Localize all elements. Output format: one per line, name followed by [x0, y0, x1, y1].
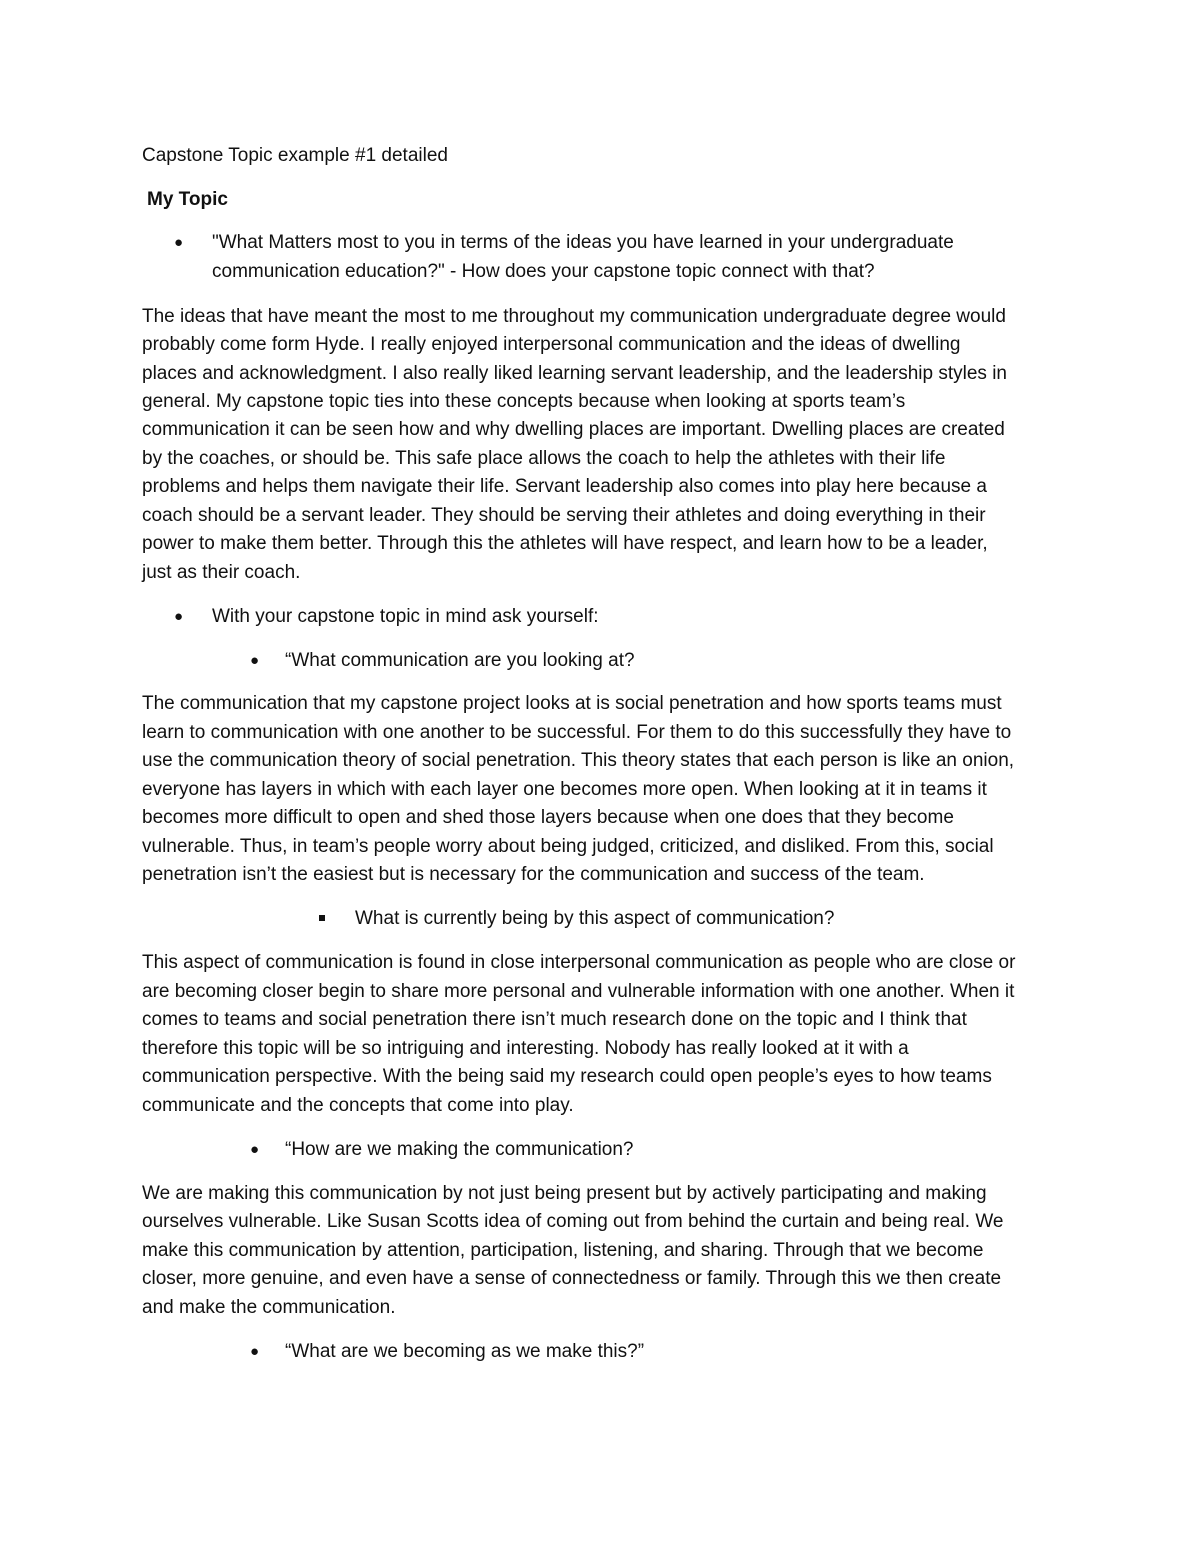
paragraph-line: learn to communication with one another to be successful. For them to do this successfully they have to	[142, 722, 1012, 743]
paragraph-line: everyone has layers in which with each layer one becomes more open. When looking at it in teams it	[142, 779, 987, 800]
paragraph-line: comes to teams and social penetration there isn’t much research done on the topic and I think that	[142, 1009, 967, 1030]
paragraph-line: general. My capstone topic ties into these concepts because when looking at sports team’s	[142, 391, 906, 412]
bullet-line: “How are we making the communication?	[285, 1139, 634, 1160]
square-bullet-icon	[319, 915, 325, 921]
paragraph-line: just as their coach.	[142, 562, 301, 583]
paragraph-line: problems and helps them navigate their life. Servant leadership also comes into play here because a	[142, 476, 987, 497]
document-title: Capstone Topic example #1 detailed	[142, 145, 448, 166]
paragraph-line: coach should be a servant leader. They should be serving their athletes and doing everything in their	[142, 505, 986, 526]
bullet-icon: ●	[250, 652, 260, 669]
paragraph-line: power to make them better. Through this the athletes will have respect, and learn how to be a leader,	[142, 533, 988, 554]
paragraph-line: communicate and the concepts that come into play.	[142, 1095, 574, 1116]
paragraph-line: penetration isn’t the easiest but is necessary for the communication and success of the team.	[142, 864, 925, 885]
paragraph-line: The communication that my capstone project looks at is social penetration and how sports teams must	[142, 693, 1002, 714]
paragraph-line: communication perspective. With the being said my research could open people’s eyes to how teams	[142, 1066, 992, 1087]
paragraph-line: by the coaches, or should be. This safe place allows the coach to help the athletes with their life	[142, 448, 946, 469]
bullet-icon: ●	[174, 234, 184, 251]
bullet-line: With your capstone topic in mind ask yourself:	[212, 606, 599, 627]
section-heading: My Topic	[147, 189, 228, 210]
paragraph-line: becomes more difficult to open and shed those layers because when one does that they become	[142, 807, 954, 828]
paragraph-line: use the communication theory of social penetration. This theory states that each person is like an onion,	[142, 750, 1015, 771]
bullet-line: “What communication are you looking at?	[285, 650, 635, 671]
paragraph-line: This aspect of communication is found in close interpersonal communication as people who are close or	[142, 952, 1016, 973]
bullet-line: "What Matters most to you in terms of the ideas you have learned in your undergraduate	[212, 232, 954, 253]
paragraph-line: therefore this topic will be so intriguing and interesting. Nobody has really looked at it with a	[142, 1038, 909, 1059]
bullet-line: communication education?" - How does your capstone topic connect with that?	[212, 261, 875, 282]
paragraph-line: closer, more genuine, and even have a sense of connectedness or family. Through this we then create	[142, 1268, 1002, 1289]
bullet-icon: ●	[250, 1343, 260, 1360]
paragraph-line: We are making this communication by not just being present but by actively participating and making	[142, 1183, 987, 1204]
paragraph-line: probably come form Hyde. I really enjoyed interpersonal communication and the ideas of dwelling	[142, 334, 961, 355]
bullet-line: “What are we becoming as we make this?”	[285, 1341, 645, 1362]
paragraph-line: and make the communication.	[142, 1297, 396, 1318]
bullet-line: What is currently being by this aspect of communication?	[355, 908, 835, 929]
paragraph-line: are becoming closer begin to share more personal and vulnerable information with one another. When it	[142, 981, 1015, 1002]
paragraph-line: The ideas that have meant the most to me throughout my communication undergraduate degree would	[142, 306, 1006, 327]
paragraph-line: communication it can be seen how and why dwelling places are important. Dwelling places are created	[142, 419, 1005, 440]
bullet-icon: ●	[250, 1141, 260, 1158]
paragraph-line: make this communication by attention, participation, listening, and sharing. Through that we become	[142, 1240, 984, 1261]
paragraph-line: places and acknowledgment. I also really liked learning servant leadership, and the leadership styles in	[142, 363, 1008, 384]
paragraph-line: ourselves vulnerable. Like Susan Scotts idea of coming out from behind the curtain and being real. We	[142, 1211, 1004, 1232]
paragraph-line: vulnerable. Thus, in team’s people worry about being judged, criticized, and disliked. From this, social	[142, 836, 994, 857]
bullet-icon: ●	[174, 608, 184, 625]
